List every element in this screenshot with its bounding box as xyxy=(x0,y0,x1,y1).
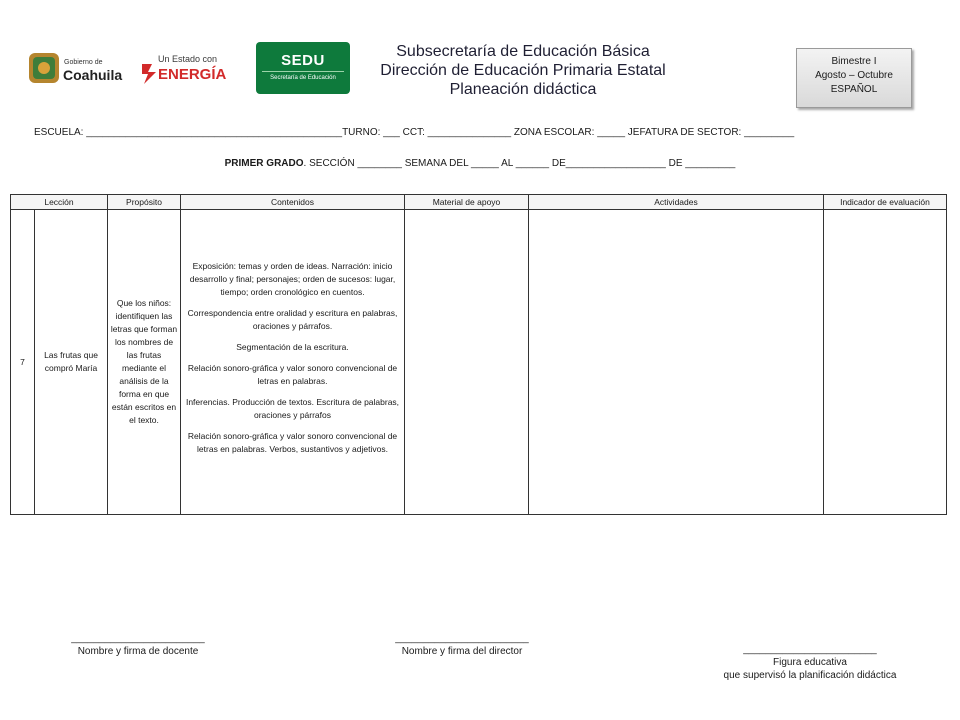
coahuila-small-text: Gobierno de xyxy=(64,59,103,66)
sedu-subtitle: Secretaría de Educación xyxy=(270,75,336,81)
purpose-cell: Que los niños: identifiquen las letras que forman los nombres de las frutas mediante el análisis de la forma en que están escritos en el texto. xyxy=(108,210,181,515)
content-item: Correspondencia entre oralidad y escritura en palabras, oraciones y párrafos. xyxy=(187,308,398,331)
content-item: Relación sonoro-gráfica y valor sonoro convencional de letras en palabras. Verbos, sustantivos y adjetivos. xyxy=(187,431,398,454)
table-row xyxy=(11,210,947,515)
coahuila-logo xyxy=(28,50,148,86)
header-proposito: Propósito xyxy=(108,195,181,210)
signature-line: ________________________ xyxy=(71,633,205,644)
signature-label: Figura educativa xyxy=(773,657,847,668)
signature-figura xyxy=(700,643,920,682)
indicator-cell[interactable] xyxy=(824,210,947,515)
header-contenidos: Contenidos xyxy=(181,195,405,210)
title-line-2: Dirección de Educación Primaria Estatal xyxy=(380,62,666,79)
signature-label: Nombre y firma del director xyxy=(401,646,523,657)
header-actividades: Actividades xyxy=(529,195,824,210)
grado-line xyxy=(0,158,960,169)
escuela-line: ESCUELA: ______________________________________________TURNO: ___ CCT: _______________ ZONA ESCOLAR: _____ JEFATURA DE SECTOR: _________ xyxy=(34,127,795,138)
page-title xyxy=(340,42,706,99)
contents-cell xyxy=(181,210,405,515)
signature-label: Nombre y firma de docente xyxy=(77,646,199,657)
signature-label-2: que supervisó la planificación didáctica xyxy=(723,670,897,681)
signature-docente xyxy=(58,632,218,658)
table-header-row xyxy=(11,195,947,210)
signature-line: ________________________ xyxy=(395,633,529,644)
content-item: Exposición: temas y orden de ideas. Narración: inicio desarrollo y final; personajes; orden de sucesos: lugar, tiempo; orden cronológico en cuentos. xyxy=(189,261,396,297)
header-material: Material de apoyo xyxy=(405,195,529,210)
activities-cell[interactable] xyxy=(529,210,824,515)
energia-small-text: Un Estado con xyxy=(158,54,218,64)
content-item: Relación sonoro-gráfica y valor sonoro convencional de letras en palabras. xyxy=(187,363,398,386)
grado-label: PRIMER GRADO xyxy=(224,158,304,169)
bimestre-line-3: ESPAÑOL xyxy=(830,84,878,95)
content-item: Inferencias. Producción de textos. Escritura de palabras, oraciones y párrafos xyxy=(185,397,400,420)
grado-fields: . SECCIÓN ________ SEMANA DEL _____ AL ______ DE__________________ DE _________ xyxy=(303,158,736,169)
bimestre-box xyxy=(796,48,912,108)
bimestre-line-2: Agosto – Octubre xyxy=(815,70,893,81)
signature-director xyxy=(382,632,542,658)
bimestre-line-1: Bimestre I xyxy=(831,56,877,67)
energia-logo xyxy=(140,50,240,86)
header-indicador: Indicador de evaluación xyxy=(824,195,947,210)
signature-line: ________________________ xyxy=(743,644,877,655)
lesson-number: 7 xyxy=(11,210,35,515)
title-line-3: Planeación didáctica xyxy=(449,81,597,98)
header-leccion: Lección xyxy=(11,195,108,210)
sedu-title: SEDU xyxy=(281,52,325,69)
title-line-1: Subsecretaría de Educación Básica xyxy=(396,43,650,60)
sedu-logo xyxy=(256,42,350,94)
material-cell[interactable] xyxy=(405,210,529,515)
coahuila-big-text: Coahuila xyxy=(63,67,123,83)
lesson-name: Las frutas que compró María xyxy=(35,210,108,515)
planning-table xyxy=(10,194,947,515)
content-item: Segmentación de la escritura. xyxy=(236,342,349,352)
energia-big-text: ENERGÍA xyxy=(158,66,227,83)
